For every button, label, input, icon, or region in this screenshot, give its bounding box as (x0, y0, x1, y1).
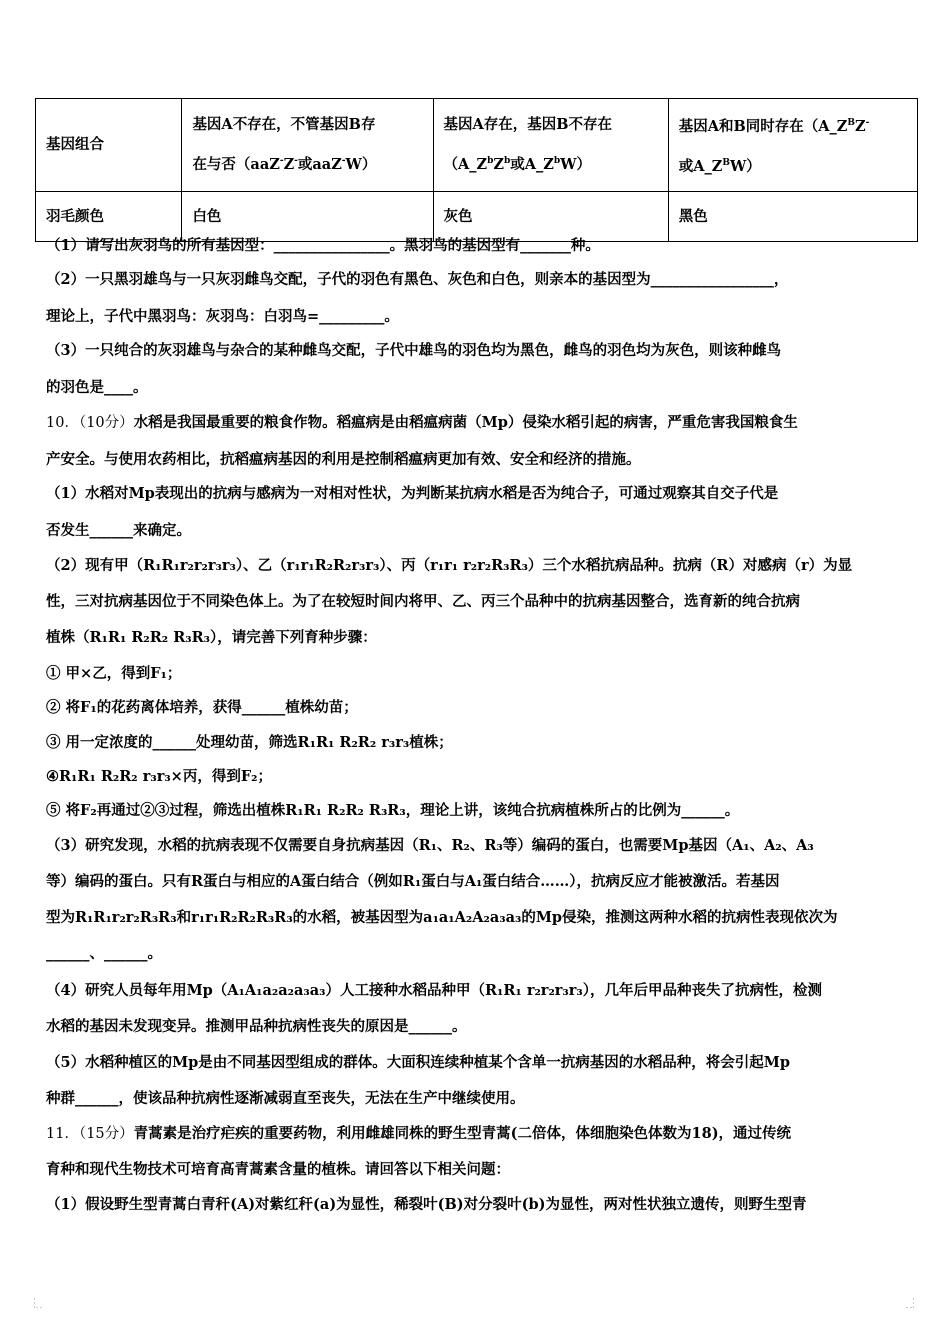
question-line: ④R₁R₁ R₂R₂ r₃r₃×丙，得到F₂； (46, 768, 272, 785)
question-line: （2）一只黑羽雄鸟与一只灰羽雌鸟交配，子代的羽色有黑色、灰色和白色，则亲本的基因型为_________________， (46, 271, 789, 288)
question-line: 产安全。与使用农药相比，抗稻瘟病基因的利用是控制稻瘟病更加有效、安全和经济的措施。 (46, 451, 641, 468)
table-cell (36, 191, 182, 241)
question-line: （4）研究人员每年用Mp（A₁A₁a₂a₂a₃a₃）人工接种水稻品种甲（R₁R₁ r₂r₂r₃r₃），几年后甲品种丧失了抗病性，检测 (46, 982, 823, 999)
question-line: ______、______。 (46, 945, 162, 962)
cell-text: Z (283, 156, 295, 174)
table-cell (182, 191, 433, 241)
question-line: （3）一只纯合的灰羽雄鸟与杂合的某种雌鸟交配，子代中雄鸟的羽色均为黑色，雌鸟的羽色均为灰色，则该种雌鸟 (46, 342, 782, 359)
cell-text: W） (729, 157, 761, 175)
question-line: 型为R₁R₁r₂r₂R₃R₃和r₁r₁R₂R₂R₃R₃的水稻，被基因型为a₁a₁A₂A₂a₃a₃的Mp侵染，推测这两种水稻的抗病性表现依次为 (46, 909, 838, 926)
question-line: ① 甲×乙，得到F₁； (46, 665, 182, 682)
genotype-table (35, 98, 918, 242)
cell-text: 或A_Z (678, 157, 723, 175)
question-line (46, 1124, 916, 1144)
table-cell (36, 99, 182, 192)
question-line: ③ 用一定浓度的______处理幼苗，筛选R₁R₁ R₂R₂ r₃r₃植株； (46, 734, 453, 751)
cell-text: 在与否（aaZ (192, 156, 280, 174)
question-line: ⑤ 将F₂再通过②③过程，筛选出植株R₁R₁ R₂R₂ R₃R₃，理论上讲，该纯合抗病植株所占的比例为______。 (46, 802, 740, 819)
cell-text: 基因A不存在，不管基因B存 (192, 116, 376, 134)
table-cell: 基因A和B同时存在（$A\_Z^BZ^-$ 或$A\_Z^BW$） (668, 99, 917, 192)
cell-text: Z (854, 117, 866, 135)
cell-text: 或aaZ (297, 156, 342, 174)
question-line: 理论上，子代中黑羽鸟：灰羽鸟：白羽鸟=_________。 (46, 308, 399, 325)
cell-text: Z (493, 156, 504, 174)
question-line: 植株（R₁R₁ R₂R₂ R₃R₃），请完善下列育种步骤： (46, 629, 377, 646)
question-text: 水稻是我国最重要的粮食作物。稻瘟病是由稻瘟病菌（Mp）侵染水稻引起的病害，严重危害我国粮食生 (133, 414, 798, 431)
question-line: ② 将F₁的花药离体培养，获得______植株幼苗； (46, 699, 358, 716)
question-line: 育种和现代生物技术可培育高青蒿素含量的植株。请回答以下相关问题： (46, 1161, 510, 1178)
question-line: （1）水稻对Mp表现出的抗病与感病为一对相对性状，为判断某抗病水稻是否为纯合子，可通过观察其自交子代是 (46, 485, 779, 502)
question-line: （5）水稻种植区的Mp是由不同基因型组成的群体。大面积连续种植某个含单一抗病基因的水稻品种，将会引起Mp (46, 1054, 790, 1071)
cell-text: 白色 (192, 207, 222, 225)
cell-text: 灰色 (443, 207, 473, 225)
row-label: 羽毛颜色 (46, 207, 104, 225)
question-line: （1）假设野生型青蒿白青秆(A)对紫红秆(a)为显性，稀裂叶(B)对分裂叶(b)为显性，两对性状独立遗传，则野生型青 (46, 1196, 807, 1213)
question-line: 等）编码的蛋白。只有R蛋白与相应的A蛋白结合（例如R₁蛋白与A₁蛋白结合……），抗病反应才能被激活。若基因 (46, 873, 780, 890)
cell-text: 基因A和B同时存在（A_Z (678, 117, 848, 135)
table-cell: 基因A不存在，不管基因B存 在与否（aaZ-Z-或aaZ-W） (182, 99, 433, 192)
cell-text: （A_Z (443, 156, 488, 174)
table-cell (668, 191, 917, 241)
table-cell (433, 191, 668, 241)
cell-text: 或A_Z (510, 156, 554, 174)
table-row (36, 191, 918, 241)
cell-text: 黑色 (678, 207, 708, 225)
question-line: （2）现有甲（R₁R₁r₂r₂r₃r₃）、乙（r₁r₁R₂R₂r₃r₃）、丙（r₁r₁ r₂r₂R₃R₃）三个水稻抗病品种。抗病（R）对感病（r）为显 (46, 557, 853, 574)
question-text: 青蒿素是治疗疟疾的重要药物，利用雌雄同株的野生型青蒿(二倍体，体细胞染色体数为18)，通过传统 (133, 1125, 792, 1142)
question-line: 的羽色是____。 (46, 379, 148, 396)
question-line (46, 413, 916, 433)
cell-text: 基因A存在，基因B不存在 (443, 116, 613, 134)
table-row (36, 99, 918, 192)
question-line: （1）请写出灰羽鸟的所有基因型：________________。黑羽鸟的基因型有_______种。 (46, 237, 600, 254)
question-number: 10．（10分） (46, 415, 134, 431)
table-header-label: 基因组合 (46, 136, 104, 154)
question-line: （3）研究发现，水稻的抗病表现不仅需要自身抗病基因（R₁、R₂、R₃等）编码的蛋白，也需要Mp基因（A₁、A₂、A₃ (46, 837, 814, 854)
question-number: 11．（15分） (46, 1126, 134, 1142)
question-line: 水稻的基因未发现变异。推测甲品种抗病性丧失的原因是______。 (46, 1018, 467, 1035)
page-corner-mark (34, 1298, 44, 1308)
table-cell: 基因A存在，基因B不存在 （$A\_Z^bZ^b$或$A\_Z^bW$） (433, 99, 668, 192)
question-line: 否发生______来确定。 (46, 522, 191, 539)
question-line: 种群______，使该品种抗病性逐渐减弱直至丧失，无法在生产中继续使用。 (46, 1090, 525, 1107)
page-corner-mark (904, 1298, 914, 1308)
question-line: 性，三对抗病基因位于不同染色体上。为了在较短时间内将甲、乙、丙三个品种中的抗病基因整合，选育新的纯合抗病 (46, 593, 800, 610)
cell-text: W） (560, 156, 591, 174)
cell-text: W） (345, 156, 377, 174)
